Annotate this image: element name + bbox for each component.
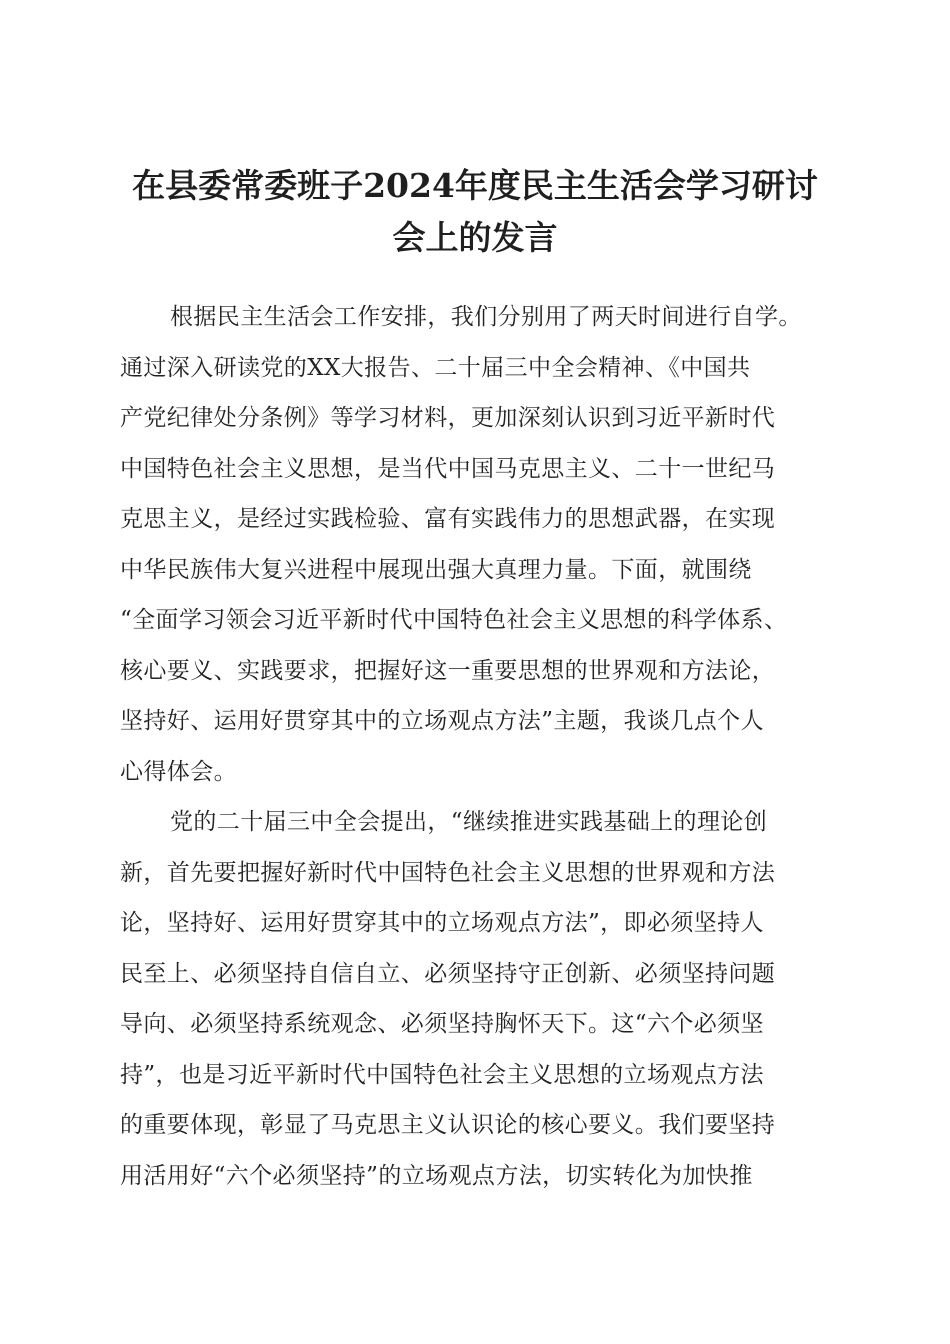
paragraph-2-line-5: 导向、必须坚持系统观念、必须坚持胸怀天下。这“六个必须坚 bbox=[120, 1011, 764, 1037]
paragraph-1-line-2: 通过深入研读党的XX大报告、二十届三中全会精神、《中国共 bbox=[120, 354, 751, 381]
paragraph-1-line-6: 中华民族伟大复兴进程中展现出强大真理力量。下面，就围绕 bbox=[120, 556, 752, 583]
paragraph-1-line-8: 核心要义、实践要求，把握好这一重要思想的世界观和方法论， bbox=[120, 657, 776, 684]
paragraph-1-line-5: 克思主义，是经过实践检验、富有实践伟力的思想武器，在实现 bbox=[120, 506, 776, 532]
paragraph-2-line-6: 持”，也是习近平新时代中国特色社会主义思想的立场观点方法 bbox=[120, 1061, 764, 1088]
document-body bbox=[120, 292, 835, 1201]
paragraph-2-line-8: 用活用好“六个必须坚持”的立场观点方法，切实转化为加快推 bbox=[120, 1162, 753, 1189]
paragraph-2-line-7: 的重要体现，彰显了马克思主义认识论的核心要义。我们要坚持 bbox=[120, 1112, 776, 1138]
title-line-1: 在县委常委班子2024年度民主生活会学习研讨 bbox=[132, 166, 818, 205]
paragraph-1-line-10: 心得体会。 bbox=[120, 758, 237, 785]
paragraph-1-line-7: “全面学习领会习近平新时代中国特色社会主义思想的科学体系、 bbox=[120, 607, 788, 633]
document-title bbox=[110, 160, 840, 264]
paragraph-2-line-3: 论，坚持好、运用好贯穿其中的立场观点方法”，即必须坚持人 bbox=[120, 910, 764, 936]
paragraph-1-line-4: 中国特色社会主义思想，是当代中国马克思主义、二十一世纪马 bbox=[120, 455, 776, 482]
paragraph-2-line-4: 民至上、必须坚持自信自立、必须坚持守正创新、必须坚持问题 bbox=[120, 960, 776, 987]
paragraph-2-line-1: 党的二十届三中全会提出，“继续推进实践基础上的理论创 bbox=[170, 809, 768, 835]
paragraph-1-line-3: 产党纪律处分条例》等学习材料，更加深刻认识到习近平新时代 bbox=[120, 405, 776, 431]
paragraph-1-line-1: 根据民主生活会工作安排，我们分别用了两天时间进行自学。 bbox=[170, 304, 802, 330]
paragraph-1-line-9: 坚持好、运用好贯穿其中的立场观点方法”主题，我谈几点个人 bbox=[120, 708, 764, 734]
paragraph-2-line-2: 新，首先要把握好新时代中国特色社会主义思想的世界观和方法 bbox=[120, 859, 776, 886]
title-line-2: 会上的发言 bbox=[392, 218, 558, 257]
